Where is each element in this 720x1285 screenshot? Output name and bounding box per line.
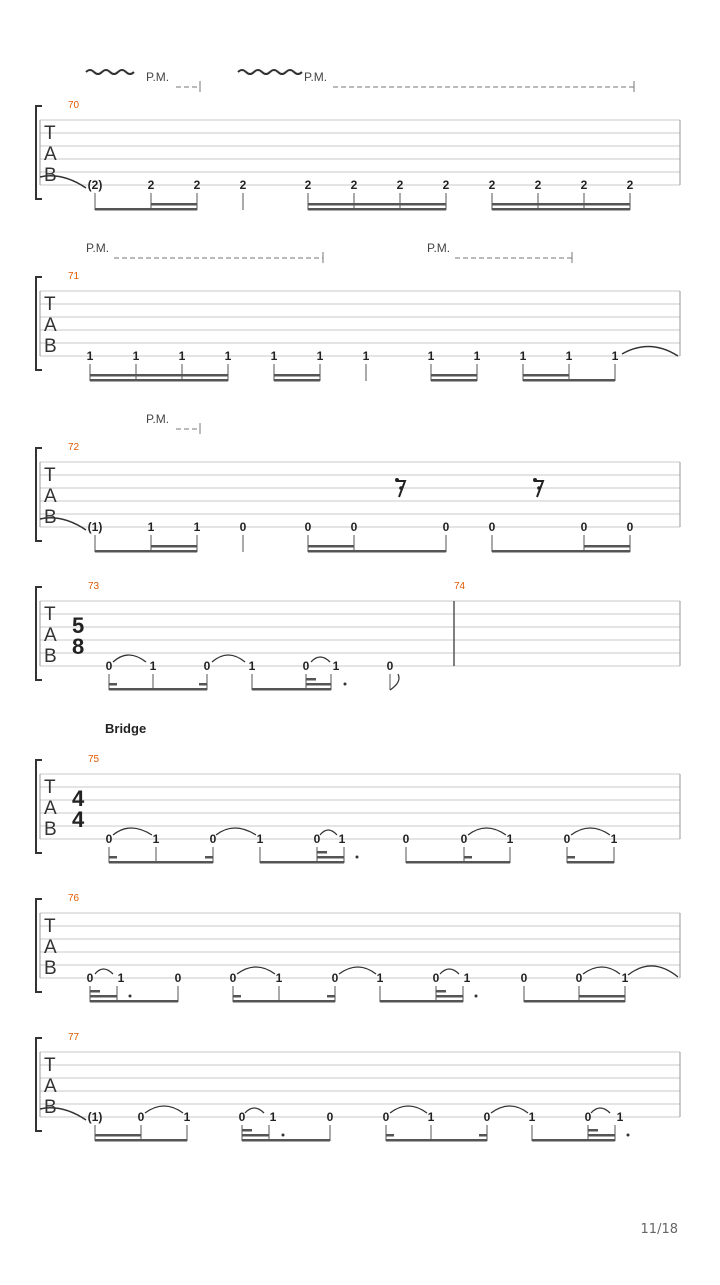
tab-clef-a: A — [44, 625, 57, 646]
fret-number: 0 — [86, 971, 94, 985]
fret-number: 0 — [402, 832, 410, 846]
tab-clef-b: B — [44, 819, 57, 840]
tab-clef-t: T — [44, 465, 56, 486]
tab-clef-a: A — [44, 1076, 57, 1097]
tab-clef-b: B — [44, 165, 57, 186]
fret-number: 0 — [313, 832, 321, 846]
palm-mute-label: P.M. — [86, 241, 110, 255]
system-76 — [36, 893, 680, 1003]
fret-number: 0 — [304, 520, 312, 534]
fret-number: 1 — [621, 971, 629, 985]
time-signature-bottom: 8 — [72, 634, 85, 659]
fret-number: (2) — [87, 178, 103, 192]
tab-clef-t: T — [44, 123, 56, 144]
fret-number: 0 — [460, 832, 468, 846]
tab-clef-b: B — [44, 336, 57, 357]
fret-number: 0 — [105, 659, 113, 673]
fret-number: 0 — [520, 971, 528, 985]
fret-number: 1 — [332, 659, 340, 673]
vibrato-mark — [86, 70, 134, 74]
fret-number: 0 — [238, 1110, 246, 1124]
bar-number: 77 — [68, 1032, 80, 1043]
fret-number: 1 — [376, 971, 384, 985]
fret-number: 1 — [506, 832, 514, 846]
fret-number: 1 — [427, 349, 435, 363]
fret-number: 1 — [427, 1110, 435, 1124]
fret-number: 1 — [519, 349, 527, 363]
fret-number: 1 — [152, 832, 160, 846]
fret-number: 1 — [256, 832, 264, 846]
palm-mute-label: P.M. — [146, 412, 170, 426]
time-signature-bottom: 4 — [72, 807, 85, 832]
fret-number: 0 — [203, 659, 211, 673]
fret-number: 1 — [275, 971, 283, 985]
tab-clef-b: B — [44, 958, 57, 979]
tab-clef-t: T — [44, 777, 56, 798]
fret-number: 2 — [488, 178, 496, 192]
fret-number: 1 — [86, 349, 94, 363]
fret-number: 1 — [610, 832, 618, 846]
bar-number: 73 — [88, 581, 100, 592]
fret-number: 0 — [350, 520, 358, 534]
fret-number: 1 — [338, 832, 346, 846]
fret-number: 0 — [626, 520, 634, 534]
page-indicator: 11/18 — [640, 1222, 678, 1237]
fret-number: 2 — [239, 178, 247, 192]
fret-number: 1 — [565, 349, 573, 363]
tab-clef-a: A — [44, 486, 57, 507]
bar-number: 75 — [88, 754, 100, 765]
fret-number: 0 — [105, 832, 113, 846]
fret-number: 2 — [193, 178, 201, 192]
fret-number: 0 — [302, 659, 310, 673]
fret-number: 1 — [473, 349, 481, 363]
tab-clef-a: A — [44, 315, 57, 336]
tab-clef-t: T — [44, 916, 56, 937]
fret-number: 2 — [442, 178, 450, 192]
system-72 — [36, 412, 680, 553]
rhythm-beams — [95, 193, 630, 210]
fret-number: 0 — [580, 520, 588, 534]
fret-number: 0 — [239, 520, 247, 534]
fret-number: 1 — [528, 1110, 536, 1124]
fret-number: 1 — [463, 971, 471, 985]
bar-number: 74 — [454, 581, 466, 592]
fret-number: 0 — [229, 971, 237, 985]
system-71 — [36, 241, 680, 382]
system-77 — [36, 1032, 680, 1142]
palm-mute-label: P.M. — [146, 70, 170, 84]
fret-number: 2 — [396, 178, 404, 192]
fret-number: 2 — [147, 178, 155, 192]
fret-number: 0 — [137, 1110, 145, 1124]
bar-number: 70 — [68, 100, 80, 111]
fret-number: 0 — [432, 971, 440, 985]
system-75 — [36, 721, 680, 864]
fret-number: 0 — [563, 832, 571, 846]
fret-number: 2 — [626, 178, 634, 192]
fret-number: 2 — [580, 178, 588, 192]
tab-clef-a: A — [44, 937, 57, 958]
palm-mute-label: P.M. — [427, 241, 451, 255]
fret-number: 1 — [362, 349, 370, 363]
fret-number: 2 — [304, 178, 312, 192]
fret-number: 0 — [209, 832, 217, 846]
fret-number: 1 — [316, 349, 324, 363]
fret-number: 1 — [616, 1110, 624, 1124]
fret-number: 1 — [178, 349, 186, 363]
bar-number: 71 — [68, 271, 80, 282]
fret-number: 0 — [174, 971, 182, 985]
tab-clef-a: A — [44, 798, 57, 819]
fret-number: 1 — [193, 520, 201, 534]
section-marker: Bridge — [105, 721, 147, 736]
system-73 — [36, 581, 680, 691]
tab-clef-t: T — [44, 294, 56, 315]
rest-symbol — [396, 481, 543, 497]
fret-number: 1 — [149, 659, 157, 673]
fret-number: 0 — [331, 971, 339, 985]
fret-number: 0 — [442, 520, 450, 534]
fret-number: 1 — [611, 349, 619, 363]
fret-number: 1 — [270, 349, 278, 363]
tab-clef-t: T — [44, 604, 56, 625]
fret-number: 0 — [575, 971, 583, 985]
fret-number: 1 — [147, 520, 155, 534]
time-signature-top: 5 — [72, 613, 85, 638]
vibrato-mark — [238, 70, 302, 74]
fret-number: 0 — [386, 659, 394, 673]
fret-number: 2 — [534, 178, 542, 192]
palm-mute-label: P.M. — [304, 70, 328, 84]
tab-clef-t: T — [44, 1055, 56, 1076]
fret-number: 0 — [382, 1110, 390, 1124]
fret-number: 1 — [183, 1110, 191, 1124]
fret-number: 1 — [132, 349, 140, 363]
fret-number: 2 — [350, 178, 358, 192]
fret-number: 1 — [248, 659, 256, 673]
fret-number: 0 — [488, 520, 496, 534]
fret-number: 1 — [224, 349, 232, 363]
fret-number: (1) — [87, 1110, 103, 1124]
fret-number: (1) — [87, 520, 103, 534]
tab-clef-a: A — [44, 144, 57, 165]
fret-number: 1 — [117, 971, 125, 985]
tab-clef-b: B — [44, 507, 57, 528]
time-signature-top: 4 — [72, 786, 85, 811]
tab-clef-b: B — [44, 1097, 57, 1118]
system-70 — [36, 70, 680, 211]
fret-number: 0 — [584, 1110, 592, 1124]
bar-number: 76 — [68, 893, 80, 904]
fret-number: 1 — [269, 1110, 277, 1124]
bar-number: 72 — [68, 442, 80, 453]
fret-number: 0 — [326, 1110, 334, 1124]
tab-clef-b: B — [44, 646, 57, 667]
fret-number: 0 — [483, 1110, 491, 1124]
